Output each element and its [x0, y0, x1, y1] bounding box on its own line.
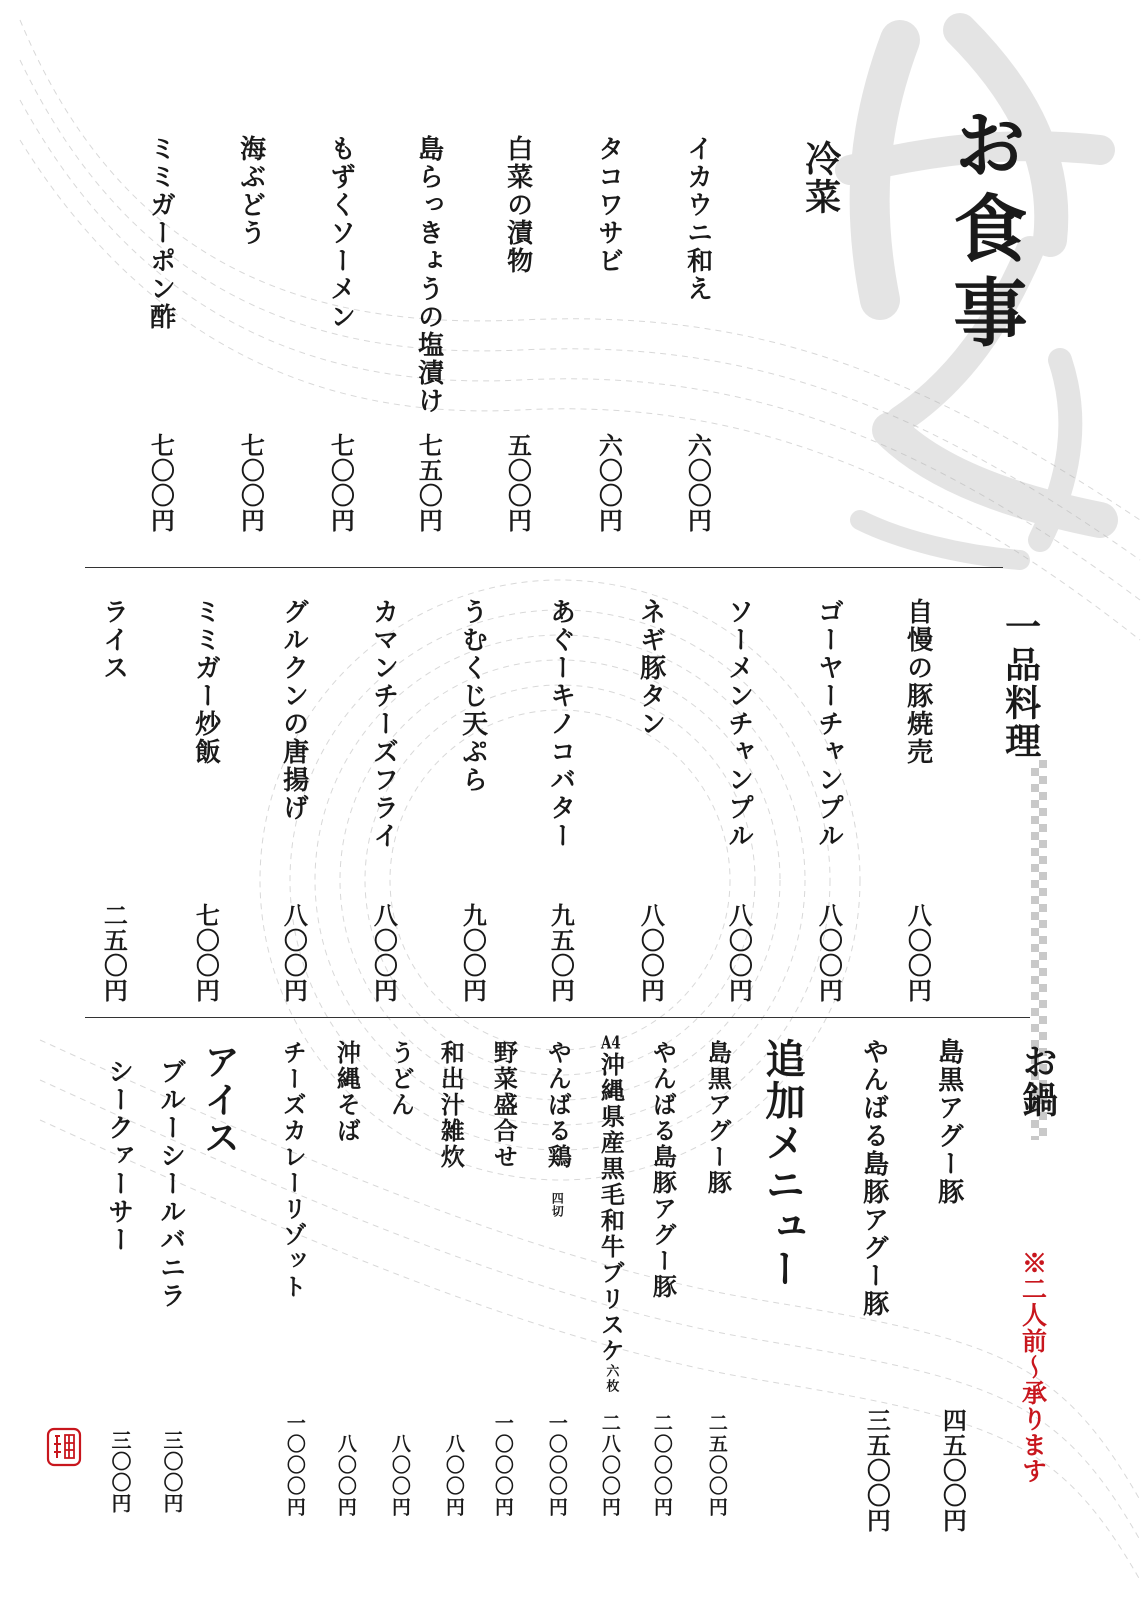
menu-item-name: シークァーサー: [103, 1058, 134, 1254]
menu-item-price: 一〇〇〇円: [283, 1413, 306, 1518]
section-heading-ippin: 一品料理: [999, 608, 1042, 760]
menu-item-price: 八〇〇円: [388, 1434, 411, 1518]
seal-stamp: [46, 1427, 82, 1467]
section-heading-ice: アイス: [198, 1043, 241, 1157]
menu-item-name: 沖縄県産黒毛和牛ブリスケ: [596, 1052, 626, 1364]
section-heading-tsuika: 追加メニュー: [759, 1038, 806, 1290]
menu-item-name: あぐーキノコバター: [545, 598, 576, 850]
menu-item-price: 二五〇〇円: [705, 1413, 728, 1518]
menu-item-price: 七〇〇円: [326, 433, 356, 533]
menu-item-name: ソーメンチャンプル: [723, 598, 754, 850]
menu-item-name: 島らっきょうの塩漬け: [413, 135, 444, 415]
menu-item-name: もずくソーメン: [325, 135, 356, 331]
menu-item-price: 八〇〇円: [636, 903, 666, 1003]
menu-item-price: 一〇〇〇円: [491, 1413, 514, 1518]
section-divider: [85, 1017, 1030, 1018]
menu-item-price: 二五〇円: [99, 903, 129, 1003]
menu-item-name: イカウニ和え: [682, 135, 713, 303]
menu-item-name: 島黒アグー豚: [933, 1038, 964, 1206]
menu-item-name: ゴーヤーチャンプル: [813, 598, 844, 850]
menu-item-price: 六〇〇円: [594, 433, 624, 533]
menu-item-name: 島黒アグー豚: [703, 1040, 733, 1196]
menu-item-name: ライス: [98, 598, 129, 682]
menu-item-name: 海ぶどう: [235, 135, 266, 247]
menu-item-price: 二〇〇〇円: [650, 1413, 673, 1518]
menu-item-price: 八〇〇円: [279, 903, 309, 1003]
menu-item-price: 六〇〇円: [683, 433, 713, 533]
menu-item-name: 沖縄そば: [332, 1040, 362, 1144]
menu-item-quantity: 六枚: [603, 1364, 619, 1394]
menu-item-price: 三〇〇円: [160, 1430, 184, 1514]
menu-item-price: 三〇〇円: [108, 1430, 132, 1514]
menu-item-name: タコワサビ: [593, 135, 624, 275]
menu-item-price: 八〇〇円: [724, 903, 754, 1003]
menu-item-price: 八〇〇円: [903, 903, 933, 1003]
menu-item-price: 八〇〇円: [814, 903, 844, 1003]
menu-item-name: グルクンの唐揚げ: [278, 598, 309, 822]
menu-item-price: 七〇〇円: [236, 433, 266, 533]
section-heading-reisai: 冷菜: [799, 140, 842, 216]
menu-item-name: ミミガー炒飯: [190, 598, 221, 766]
section-heading-nabe: お鍋: [1016, 1043, 1059, 1119]
menu-item-price: 八〇〇円: [442, 1434, 465, 1518]
menu-item-name: やんばる鶏: [543, 1040, 573, 1170]
menu-item-price: 五〇〇円: [503, 433, 533, 533]
menu-item-price: 七〇〇円: [191, 903, 221, 1003]
menu-item-name: 自慢の豚焼売: [902, 598, 933, 766]
menu-item-price: 八〇〇円: [369, 903, 399, 1003]
menu-item-name: チーズカレーリゾット: [278, 1040, 308, 1300]
menu-item-price: 九五〇円: [546, 903, 576, 1003]
section-divider: [85, 567, 1003, 568]
nabe-serving-note: ※二人前〜承ります: [1018, 1250, 1048, 1484]
menu-item-price: 七五〇円: [414, 433, 444, 533]
menu-item-name: 白菜の漬物: [502, 135, 533, 275]
page-title: お食事: [941, 106, 1028, 358]
menu-item-price: 三五〇〇円: [862, 1408, 892, 1533]
menu-item-name: ミミガーポン酢: [145, 135, 176, 331]
menu-item-name: やんばる島豚アグー豚: [858, 1038, 889, 1318]
menu-item-name: 和出汁雑炊: [436, 1040, 466, 1170]
menu-item-name-wagyu: [596, 1034, 626, 1394]
menu-item-name: ブルーシールバニラ: [155, 1058, 186, 1310]
menu-item-name: やんばる島豚アグー豚: [648, 1040, 678, 1300]
menu-item-name: 野菜盛合せ: [489, 1040, 519, 1170]
menu-item-price: 九〇〇円: [458, 903, 488, 1003]
menu-item-quantity: 四切: [550, 1192, 565, 1218]
menu-item-price: 八〇〇円: [334, 1434, 357, 1518]
menu-item-price: 一〇〇〇円: [545, 1413, 568, 1518]
menu-item-name: うどん: [386, 1040, 416, 1118]
menu-item-name: うむくじ天ぷら: [457, 598, 488, 794]
menu-item-name: カマンチーズフライ: [368, 598, 399, 850]
menu-item-grade: A4: [600, 1034, 621, 1052]
menu-item-price: 二八〇〇円: [598, 1413, 621, 1518]
menu-item-name: ネギ豚タン: [635, 598, 666, 738]
menu-item-price: 七〇〇円: [146, 433, 176, 533]
menu-item-price: 四五〇〇円: [938, 1408, 968, 1533]
